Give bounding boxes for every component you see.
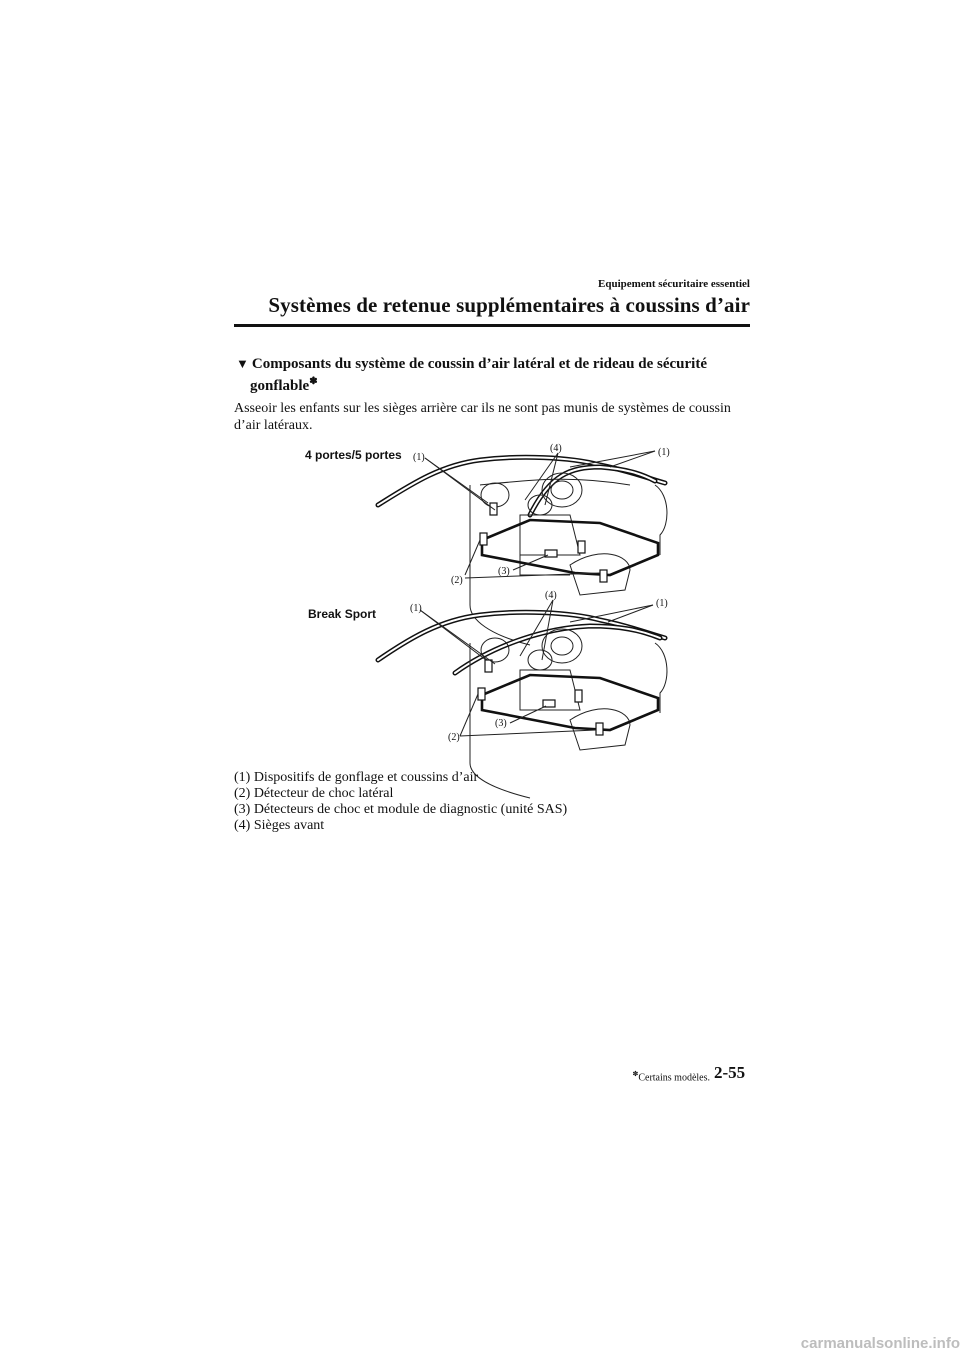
header-divider (234, 324, 750, 327)
optional-equipment-marker: ✽ (309, 376, 318, 387)
callout-3: (3) (495, 718, 507, 729)
page-number: 2-55 (714, 1063, 746, 1082)
callout-1-right: (1) (656, 598, 668, 609)
callout-2: (2) (451, 575, 463, 586)
legend-item: (4) Sièges avant (234, 818, 325, 833)
figure-label-break-sport: Break Sport (308, 607, 377, 621)
legend-item: (1) Dispositifs de gonflage et coussins d’air (234, 770, 479, 785)
callout-1-right: (1) (658, 447, 670, 458)
page-title: Systèmes de retenue supplémentaires à coussins d’air (268, 293, 750, 317)
legend-item: (3) Détecteurs de choc et module de diagnostic (unité SAS) (234, 802, 568, 817)
section-heading (236, 355, 756, 395)
section-heading-line2: gonflable (250, 378, 310, 394)
section-heading-line1: Composants du système de coussin d’air latéral et de rideau de sécurité (251, 356, 707, 372)
footer-note-text: Certains modèles. (638, 1072, 710, 1084)
legend-list (234, 770, 754, 834)
callout-4: (4) (545, 590, 557, 601)
callout-3: (3) (498, 566, 510, 577)
callout-4: (4) (550, 443, 562, 454)
airbag-diagram-break-sport (370, 598, 680, 798)
footer-note (600, 1070, 710, 1083)
callout-1-left: (1) (410, 603, 422, 614)
watermark-text: carmanualsonline.info (800, 1335, 960, 1352)
intro-paragraph: Asseoir les enfants sur les sièges arrière car ils ne sont pas munis de systèmes de coussin d’air latéraux. (234, 401, 731, 433)
callout-1-left: (1) (413, 452, 425, 463)
callout-2: (2) (448, 732, 460, 743)
running-header-section: Equipement sécuritaire essentiel (598, 278, 750, 290)
figure-label-4-5-doors: 4 portes/5 portes (305, 448, 402, 462)
optional-equipment-marker: ✽ (632, 1070, 639, 1078)
legend-item: (2) Détecteur de choc latéral (234, 786, 394, 801)
triangle-bullet-icon: ▼ (236, 356, 249, 371)
